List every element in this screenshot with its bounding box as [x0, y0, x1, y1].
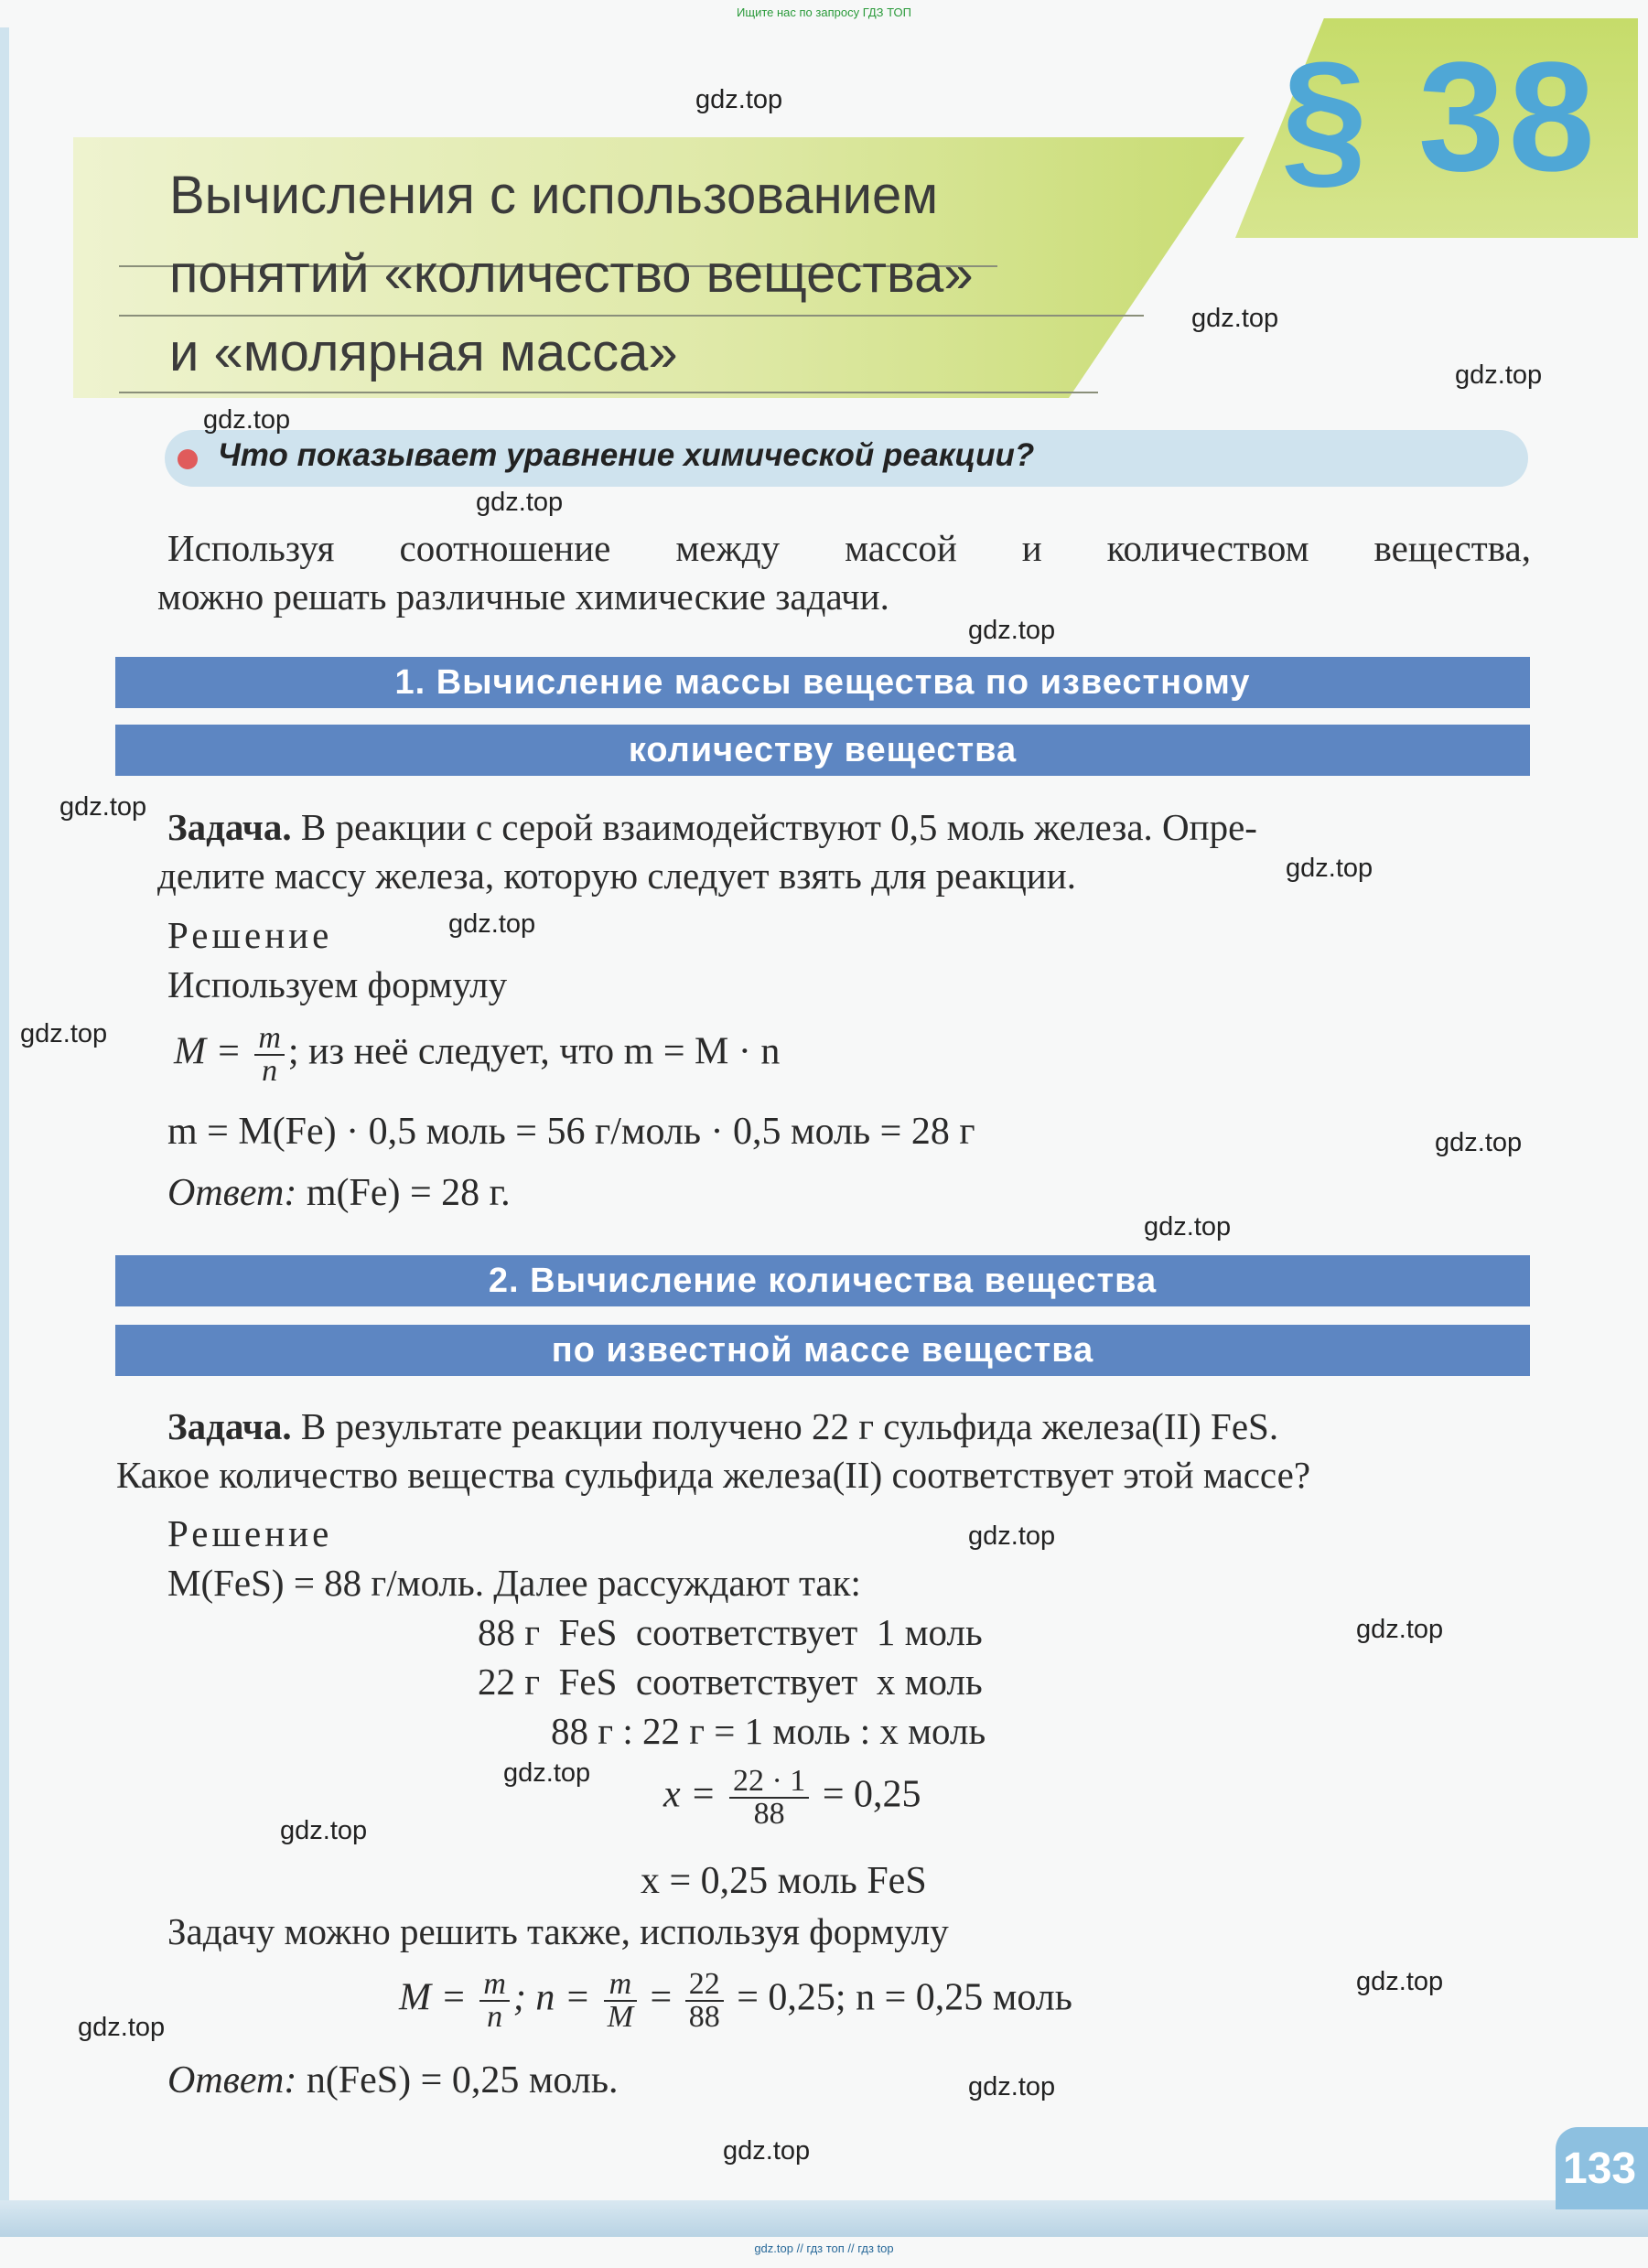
formula-fraction [254, 1023, 285, 1087]
watermark: gdz.top [968, 2072, 1056, 2101]
bottom-note: gdz.top // гдз топ // гдз top [754, 2241, 894, 2255]
formula-numerator: m [254, 1023, 285, 1056]
watermark: gdz.top [1356, 1967, 1444, 1996]
section-2-task-line-2: Какое количество вещества сульфида железа(II) соответствует этой массе? [116, 1454, 1311, 1496]
intro-line-2: можно решать различные химические задачи. [157, 575, 889, 618]
title-rule-3 [119, 392, 1098, 393]
alt-rest: = 0,25; n = 0,25 моль [737, 1976, 1072, 2019]
watermark: gdz.top [695, 85, 783, 114]
section-2-x-formula [663, 1766, 921, 1830]
alt-num-1: m [479, 1969, 510, 2002]
watermark: gdz.top [280, 1816, 368, 1845]
alt-den-3: 88 [688, 2000, 720, 2034]
watermark: gdz.top [1144, 1212, 1232, 1241]
alt-fraction-3 [685, 1969, 724, 2033]
alt-eq: = [650, 1976, 673, 2019]
watermark: gdz.top [723, 2136, 811, 2166]
title-line-1: Вычисления с использованием [169, 166, 939, 225]
alt-den-2: M [607, 2000, 634, 2034]
alt-num-2: m [604, 1969, 637, 2002]
section-2-heading-line-1: 2. Вычисление количества вещества [115, 1255, 1530, 1306]
formula-lhs: M = [174, 1030, 242, 1073]
x-rhs: = 0,25 [822, 1773, 921, 1816]
x-fraction [729, 1766, 809, 1830]
intro-line-1: Используя соотношение между массой и количеством вещества, [167, 527, 1531, 569]
task-label: Задача. [167, 806, 292, 848]
top-search-note: Ищите нас по запросу ГДЗ ТОП [737, 5, 911, 19]
section-1-calculation: m = M(Fe) · 0,5 моль = 56 г/моль · 0,5 моль = 28 г [167, 1111, 975, 1153]
watermark: gdz.top [968, 1521, 1056, 1551]
answer-label: Ответ: [167, 1172, 297, 1214]
title-rule-2 [119, 315, 1144, 317]
task-text: В результате реакции получено 22 г сульфида железа(II) FeS. [291, 1405, 1279, 1447]
task-text: В реакции с серой взаимодействуют 0,5 моль железа. Опре- [291, 806, 1257, 848]
alt-M: M = [399, 1976, 467, 2019]
watermark: gdz.top [448, 909, 536, 939]
watermark: gdz.top [503, 1758, 591, 1788]
watermark: gdz.top [59, 792, 147, 822]
bullet-dot-icon [178, 449, 198, 469]
section-2-molar-mass: M(FeS) = 88 г/моль. Далее рассуждают так: [167, 1562, 861, 1604]
section-1-task-line-2: делите массу железа, которую следует взять для реакции. [157, 855, 1076, 897]
watermark: gdz.top [1435, 1128, 1523, 1157]
section-1-formula [174, 1023, 780, 1087]
formula-denominator: n [262, 1054, 278, 1088]
section-2-task-line-1 [167, 1403, 1278, 1451]
alt-n-eq: ; n = [512, 1976, 591, 2019]
section-1-heading-line-1: 1. Вычисление массы вещества по известному [115, 657, 1530, 708]
alt-den-1: n [487, 2000, 503, 2034]
alt-fraction-2 [604, 1969, 637, 2033]
paragraph-number: § 38 [1281, 30, 1599, 204]
section-1-heading-line-2: количеству вещества [115, 725, 1530, 776]
answer-value: n(FeS) = 0,25 моль. [296, 2059, 619, 2101]
section-2-answer [167, 2058, 618, 2102]
section-2-ratio-1: 88 г FeS соответствует 1 моль [478, 1611, 983, 1653]
section-2-ratio-2: 22 г FeS соответствует x моль [478, 1661, 983, 1703]
x-numerator: 22 · 1 [729, 1766, 809, 1799]
watermark: gdz.top [78, 2013, 166, 2042]
title-line-3: и «молярная масса» [169, 323, 678, 382]
task-label: Задача. [167, 1405, 292, 1447]
section-1-answer [167, 1171, 511, 1215]
section-2-heading-line-2: по известной массе вещества [115, 1325, 1530, 1376]
title-line-2: понятий «количество вещества» [169, 244, 974, 304]
watermark: gdz.top [476, 488, 564, 517]
section-2-solution-label: Решение [167, 1512, 333, 1554]
watermark: gdz.top [1356, 1615, 1444, 1644]
alt-fraction-1 [479, 1969, 510, 2033]
answer-value: m(Fe) = 28 г. [296, 1172, 511, 1214]
x-denominator: 88 [753, 1797, 785, 1831]
section-2-alt-text: Задачу можно решить также, используя формулу [167, 1910, 949, 1952]
watermark: gdz.top [1191, 304, 1279, 333]
section-1-solution-label: Решение [167, 914, 333, 956]
section-2-x-result: x = 0,25 моль FeS [641, 1860, 927, 1902]
answer-label: Ответ: [167, 2059, 297, 2101]
page-number: 133 [1563, 2144, 1637, 2193]
watermark: gdz.top [20, 1019, 108, 1048]
section-2-alt-formula [399, 1969, 1072, 2033]
section-1-use-formula: Используем формулу [167, 963, 508, 1005]
alt-num-3: 22 [685, 1969, 724, 2002]
section-2-ratio-3: 88 г : 22 г = 1 моль : x моль [551, 1710, 986, 1752]
watermark: gdz.top [968, 616, 1056, 645]
watermark: gdz.top [1455, 360, 1543, 390]
x-lhs: x = [663, 1773, 716, 1816]
section-1-task-line-1 [167, 803, 1257, 852]
watermark: gdz.top [203, 405, 291, 435]
formula-rest: ; из неё следует, что m = M · n [287, 1030, 781, 1073]
left-edge-strip [0, 27, 9, 2223]
watermark: gdz.top [1286, 854, 1373, 883]
bottom-stripe [0, 2200, 1648, 2237]
question-text: Что показывает уравнение химической реакции? [218, 437, 1035, 473]
